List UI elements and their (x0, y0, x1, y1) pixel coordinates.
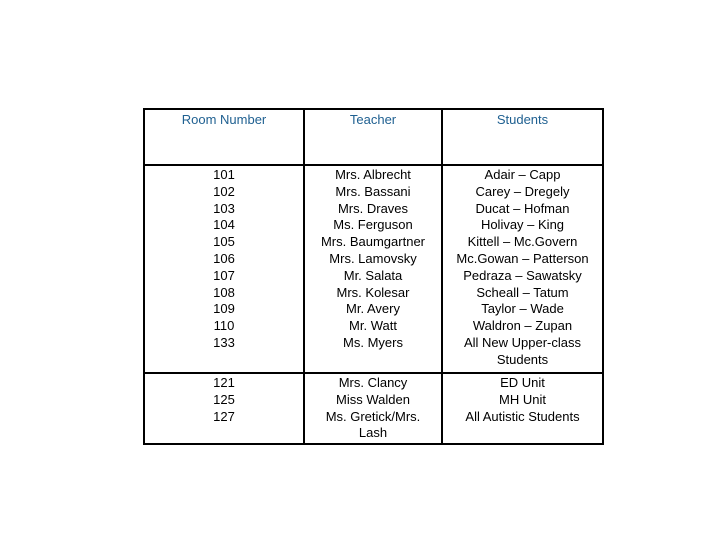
room-number: 104 (213, 217, 235, 233)
room-number: 108 (213, 284, 235, 300)
teacher-name: Lash (358, 425, 388, 441)
room-number: 101 (213, 167, 235, 182)
teacher-name: Mrs. Albrecht (335, 167, 411, 182)
header-row (144, 109, 603, 165)
teacher-name: Mrs. Draves (337, 200, 409, 216)
student-range: Adair – Capp (484, 167, 561, 182)
teacher-name: Mrs. Bassani (335, 183, 411, 199)
room-assignment-table (143, 108, 604, 445)
student-range: Taylor – Wade (481, 301, 564, 317)
teacher-name: Mr. Watt (349, 318, 397, 334)
header-teacher: Teacher (304, 109, 442, 165)
student-range: Kittell – Mc.Govern (467, 234, 578, 250)
student-range: ED Unit (500, 375, 545, 390)
teacher-name: Mr. Avery (346, 301, 400, 317)
room-number: 103 (213, 200, 235, 216)
teacher-name: Mr. Salata (343, 267, 403, 283)
table-row (144, 373, 603, 444)
student-range: MH Unit (499, 391, 546, 407)
students-cell (442, 373, 603, 444)
teacher-name: Mrs. Clancy (338, 375, 408, 390)
student-range: All Autistic Students (465, 408, 580, 424)
room-number: 107 (213, 267, 235, 283)
students-cell (442, 165, 603, 373)
student-range: Carey – Dregely (475, 183, 570, 199)
teacher-name: Miss Walden (336, 391, 410, 407)
header-room-number: Room Number (144, 109, 304, 165)
table-row (144, 165, 603, 373)
room-number-cell (144, 373, 304, 444)
room-number: 106 (213, 250, 235, 266)
header-students: Students (442, 109, 603, 165)
teacher-cell (304, 373, 442, 444)
room-number: 110 (213, 318, 235, 334)
room-number: 102 (213, 183, 235, 199)
room-number-cell (144, 165, 304, 373)
teacher-name: Ms. Gretick/Mrs. (325, 408, 421, 424)
student-range: Students (496, 351, 549, 367)
student-range: All New Upper-class (463, 334, 582, 350)
room-number: 105 (213, 234, 235, 250)
room-number: 121 (213, 375, 235, 390)
teacher-name: Ms. Myers (343, 334, 403, 350)
student-range: Scheall – Tatum (476, 284, 569, 300)
teacher-cell (304, 165, 442, 373)
student-range: Pedraza – Sawatsky (463, 267, 582, 283)
student-range: Holivay – King (480, 217, 565, 233)
student-range: Mc.Gowan – Patterson (456, 250, 589, 266)
room-number: 109 (213, 301, 235, 317)
teacher-name: Ms. Ferguson (333, 217, 413, 233)
room-number: 127 (213, 408, 235, 424)
teacher-name: Mrs. Baumgartner (320, 234, 426, 250)
student-range: Ducat – Hofman (475, 200, 570, 216)
teacher-name: Mrs. Lamovsky (329, 250, 417, 266)
student-range: Waldron – Zupan (472, 318, 573, 334)
room-number: 125 (213, 391, 235, 407)
teacher-name: Mrs. Kolesar (336, 284, 410, 300)
room-number: 133 (213, 334, 235, 350)
